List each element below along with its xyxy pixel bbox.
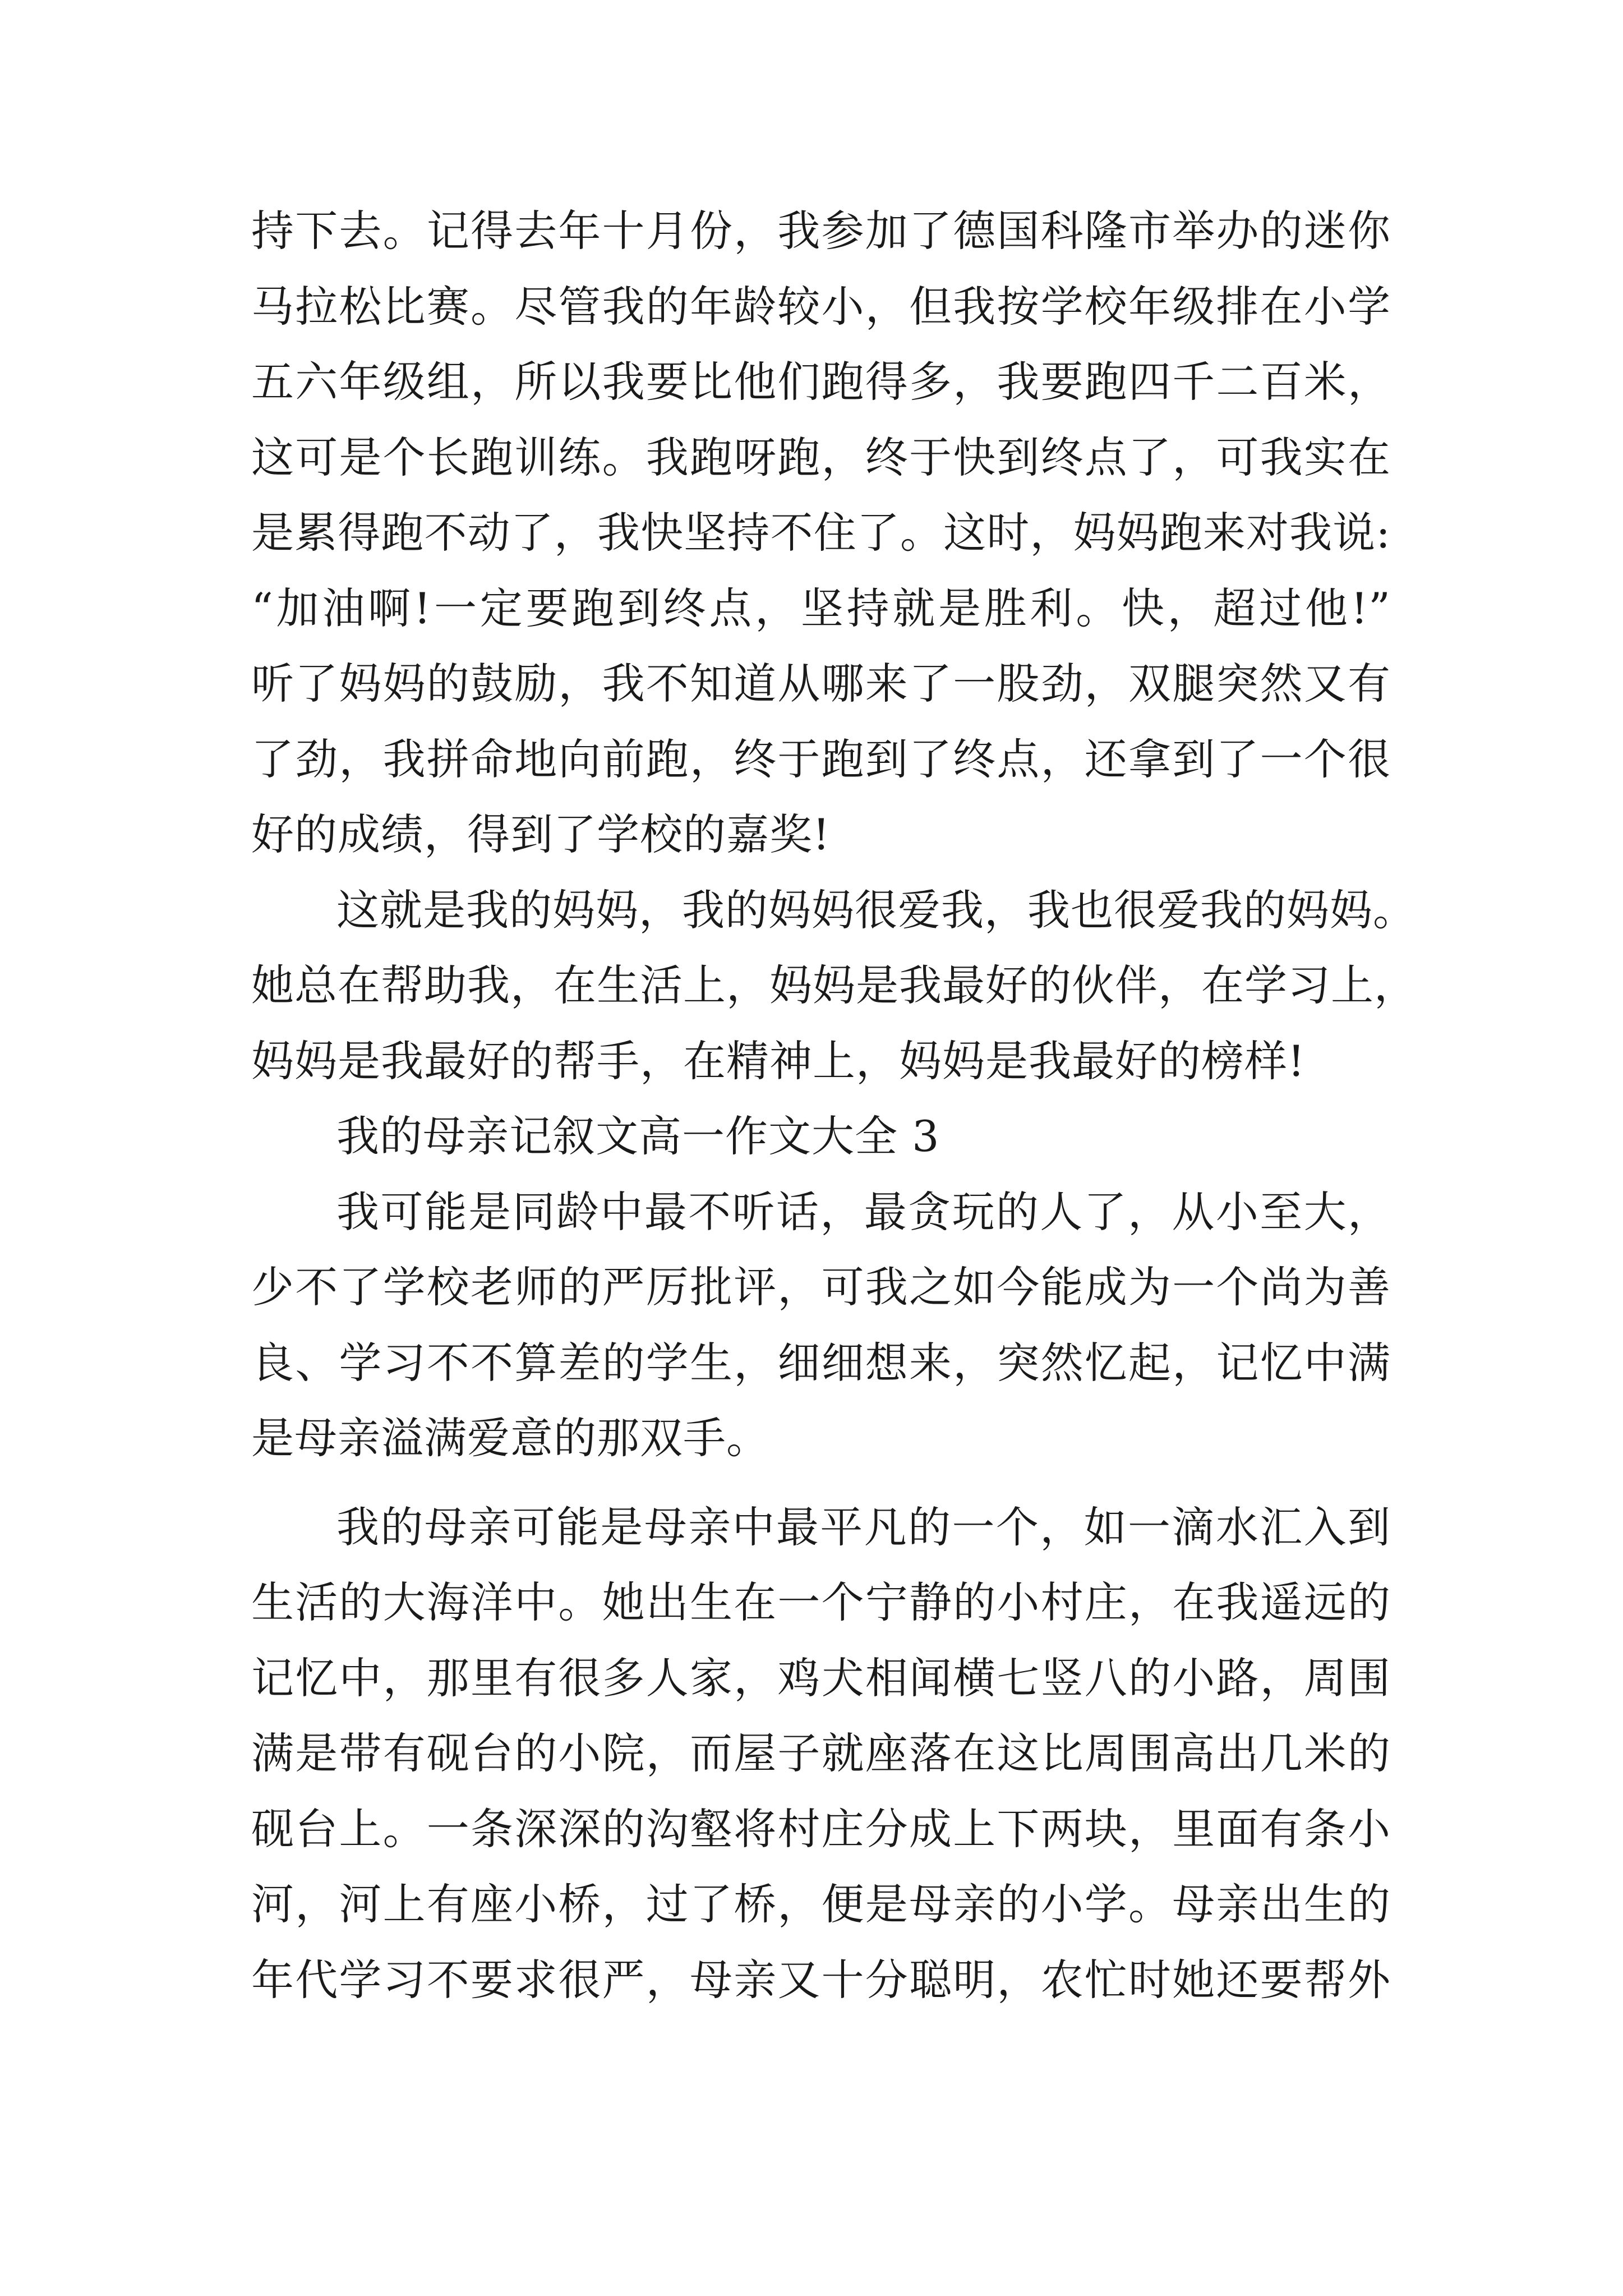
text-line: 是累得跑不动了，我快坚持不住了。这时，妈妈跑来对我说: (251, 508, 1391, 558)
text-line: 听了妈妈的鼓励，我不知道从哪来了一股劲，双腿突然又有 (251, 659, 1391, 708)
heading-text: 我的母亲记叙文高一作文大全 3 (336, 1111, 940, 1161)
text-line: 少不了学校老师的严厉批评，可我之如今能成为一个尚为善 (251, 1262, 1391, 1312)
text-line: 年代学习不要求很严，母亲又十分聪明，农忙时她还要帮外 (251, 1954, 1391, 2005)
text-line: 马拉松比赛。尽管我的年龄较小，但我按学校年级排在小学 (251, 281, 1391, 332)
text-line: 好的成绩，得到了学校的嘉奖! (251, 809, 831, 859)
paragraph-3 (251, 1175, 1391, 1476)
text-line: 她总在帮助我，在生活上，妈妈是我最好的伙伴，在学习上， (251, 960, 1417, 1010)
text-line: 这可是个长跑训练。我跑呀跑，终于快到终点了，可我实在 (251, 432, 1391, 482)
text-line: 砚台上。一条深深的沟壑将村庄分成上下两块，里面有条小 (251, 1803, 1391, 1854)
text-line: “加油啊!一定要跑到终点，坚持就是胜利。快，超过他!” (251, 583, 1391, 633)
text-line: 了劲，我拼命地向前跑，终于跑到了终点，还拿到了一个很 (251, 734, 1391, 784)
text-line: 生活的大海洋中。她出生在一个宁静的小村庄，在我遥远的 (251, 1577, 1391, 1627)
paragraph-gap (251, 1476, 1391, 1490)
essay-body (251, 194, 1417, 2018)
text-line: 河，河上有座小桥，过了桥，便是母亲的小学。母亲出生的 (251, 1879, 1391, 1929)
text-line: 妈妈是我最好的帮手，在精神上，妈妈是我最好的榜样! (251, 1036, 1306, 1086)
text-line: 我可能是同龄中最不听话，最贪玩的人了，从小至大， (336, 1186, 1391, 1237)
text-line: 记忆中，那里有很多人家，鸡犬相闻横七竖八的小路，周围 (251, 1653, 1391, 1703)
text-line: 这就是我的妈妈，我的妈妈很爱我，我也很爱我的妈妈。 (336, 885, 1416, 935)
text-line: 持下去。记得去年十月份，我参加了德国科隆市举办的迷你 (251, 206, 1391, 256)
text-line: 五六年级组，所以我要比他们跑得多，我要跑四千二百米， (251, 357, 1391, 407)
text-line: 我的母亲可能是母亲中最平凡的一个，如一滴水汇入到 (336, 1502, 1391, 1552)
section-heading (251, 1099, 1391, 1175)
text-line: 良、学习不不算差的学生，细细想来，突然忆起，记忆中满 (251, 1337, 1391, 1388)
paragraph-2 (251, 873, 1417, 1099)
paragraph-4 (251, 1490, 1391, 2018)
text-line: 是母亲溢满爱意的那双手。 (251, 1413, 769, 1463)
paragraph-1 (251, 194, 1391, 873)
text-line: 满是带有砚台的小院，而屋子就座落在这比周围高出几米的 (251, 1728, 1391, 1778)
